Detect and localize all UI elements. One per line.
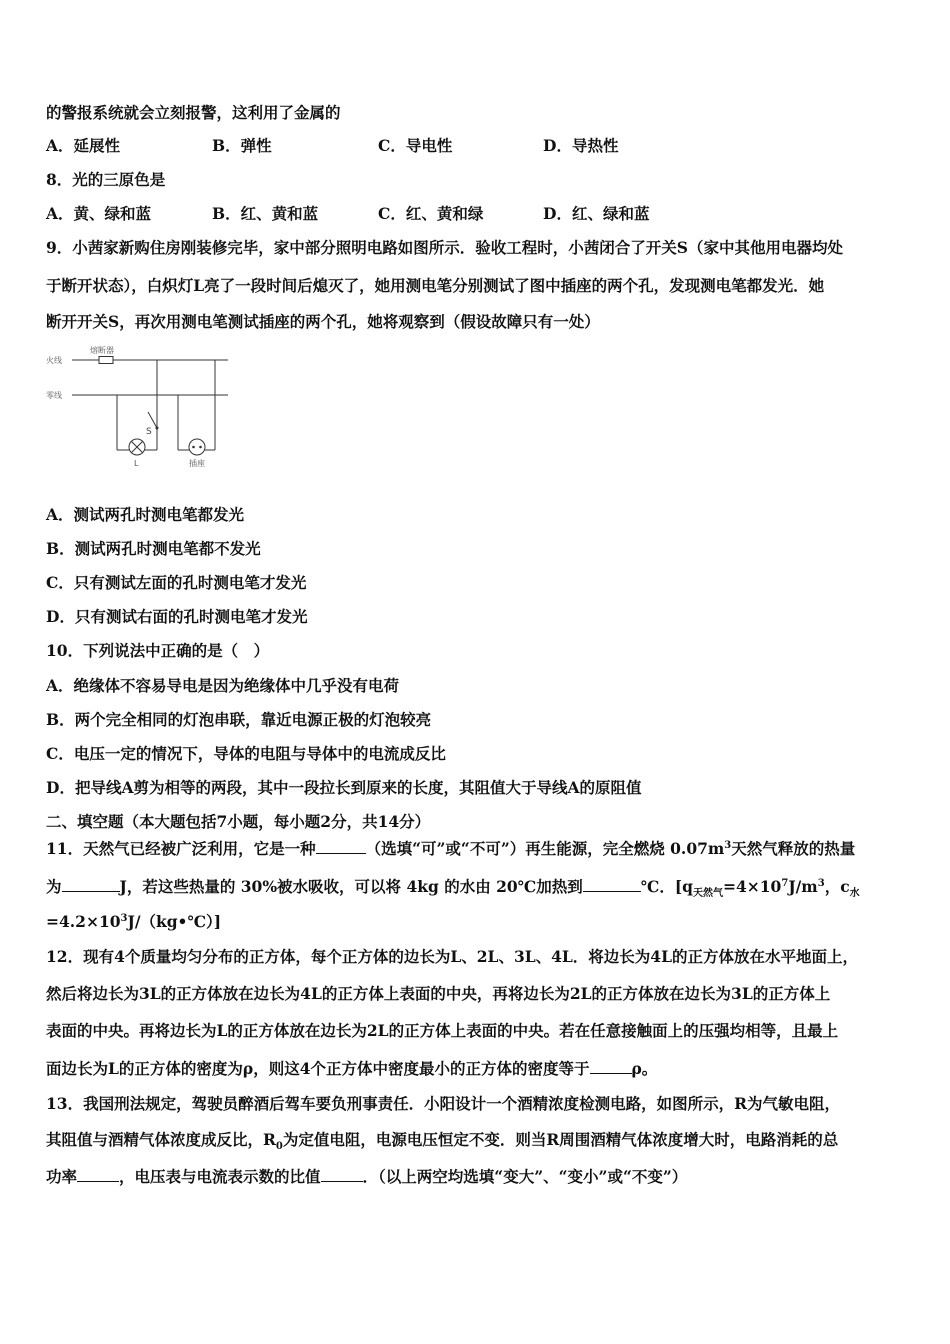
q9-circuit-diagram bbox=[44, 342, 244, 472]
switch-label: S bbox=[146, 427, 152, 437]
q8-option-a[interactable]: A．黄、绿和蓝 bbox=[46, 204, 152, 223]
q9-stem-line2: 于断开状态），白炽灯L亮了一段时间后熄灭了，她用测电笔分别测试了图中插座的两个孔，发现测电笔都发光．她 bbox=[46, 276, 825, 295]
socket-symbol bbox=[189, 439, 205, 455]
q9-stem-line1: 9．小茜家新购住房刚装修完毕，家中部分照明电路如图所示．验收工程时，小茜闭合了开关S（家中其他用电器均处 bbox=[46, 238, 843, 257]
q7-option-c[interactable]: C．导电性 bbox=[378, 136, 453, 155]
q13-line1: 13．我国刑法规定，驾驶员醉酒后驾车要负刑事责任．小阳设计一个酒精浓度检测电路，如图所示，R为气敏电阻， bbox=[46, 1094, 840, 1113]
q10-option-a[interactable]: A．绝缘体不容易导电是因为绝缘体中几乎没有电荷 bbox=[46, 676, 400, 695]
q10-option-c[interactable]: C．电压一定的情况下，导体的电阻与导体中的电流成反比 bbox=[46, 744, 446, 763]
q12-line3: 表面的中央。再将边长为L的正方体放在边长为2L的正方体上表面的中央。若在任意接触面上的压强均相等，且最上 bbox=[46, 1021, 839, 1040]
q8-option-b[interactable]: B．红、黄和蓝 bbox=[212, 204, 319, 223]
q11-line2: 为 J，若这些热量的 30%被水吸收，可以将 4kg 的水由 20℃加热到 ℃．[$q_{天然气}=4\times 10^7J/m^3$，$c_水$ bbox=[46, 877, 860, 900]
live-wire-label: 火线 bbox=[46, 356, 62, 365]
socket-label: 插座 bbox=[189, 459, 205, 468]
q7-option-b[interactable]: B．弹性 bbox=[212, 136, 272, 155]
q12-line1: 12．现有4个质量均匀分布的正方体，每个正方体的边长为L、2L、3L、4L．将边长为4L的正方体放在水平地面上， bbox=[46, 947, 858, 966]
q13-blank-2[interactable] bbox=[321, 1166, 363, 1182]
q12-line2: 然后将边长为3L的正方体放在边长为4L的正方体上表面的中央，再将边长为2L的正方体放在边长为3L的正方体上 bbox=[46, 984, 831, 1003]
q9-option-a[interactable]: A．测试两孔时测电笔都发光 bbox=[46, 505, 245, 524]
q11-line3: $=4.2\times 10^3J/(kg•℃)$] bbox=[46, 912, 222, 931]
fuse-label: 熔断器 bbox=[90, 346, 114, 355]
q7-option-d[interactable]: D．导热性 bbox=[543, 136, 619, 155]
q8-option-d[interactable]: D．红、绿和蓝 bbox=[543, 204, 650, 223]
q13-line3: 功率 ，电压表与电流表示数的比值 ．（以上两空均选填“变大”、“变小”或“不变”） bbox=[46, 1167, 688, 1186]
q11-blank-3[interactable] bbox=[583, 876, 641, 892]
q9-stem-line3: 断开开关S，再次用测电笔测试插座的两个孔，她将观察到（假设故障只有一处） bbox=[46, 312, 600, 331]
q10-stem: 10．下列说法中正确的是（ ） bbox=[46, 641, 270, 660]
q13-line2: 其阻值与酒精气体浓度成反比，$R_0$为定值电阻，电源电压恒定不变．则当R周围酒精气体浓度增大时，电路消耗的总 bbox=[46, 1130, 839, 1153]
switch-symbol bbox=[148, 412, 157, 428]
q11-blank-2[interactable] bbox=[62, 876, 120, 892]
section-2-heading: 二、填空题（本大题包括7小题，每小题2分，共14分） bbox=[46, 812, 431, 831]
q10-option-d[interactable]: D．把导线A剪为相等的两段，其中一段拉长到原来的长度，其阻值大于导线A的原阻值 bbox=[46, 778, 642, 797]
q9-option-c[interactable]: C．只有测试左面的孔时测电笔才发光 bbox=[46, 573, 307, 592]
q7-option-a[interactable]: A．延展性 bbox=[46, 136, 121, 155]
q12-blank[interactable] bbox=[590, 1058, 632, 1074]
q11-line1: 11．天然气已经被广泛利用，它是一种 （选填“可”或“不可”）再生能源，完全燃烧 $0.07m^3$天然气释放的热量 bbox=[46, 839, 856, 858]
q7-stem-end: 的警报系统就会立刻报警，这利用了金属的 bbox=[46, 103, 341, 122]
q11-blank-1[interactable] bbox=[316, 838, 366, 854]
q8-stem: 8．光的三原色是 bbox=[46, 170, 166, 189]
q8-option-c[interactable]: C．红、黄和绿 bbox=[378, 204, 484, 223]
q10-option-b[interactable]: B．两个完全相同的灯泡串联，靠近电源正极的灯泡较亮 bbox=[46, 710, 432, 729]
neutral-wire-label: 零线 bbox=[46, 391, 62, 400]
q13-blank-1[interactable] bbox=[77, 1166, 119, 1182]
q12-line4: 面边长为L的正方体的密度为ρ，则这4个正方体中密度最小的正方体的密度等于 ρ。 bbox=[46, 1059, 658, 1078]
q9-option-b[interactable]: B．测试两孔时测电笔都不发光 bbox=[46, 539, 261, 558]
fuse-symbol bbox=[99, 357, 113, 364]
lamp-label: L bbox=[134, 459, 139, 468]
q9-option-d[interactable]: D．只有测试右面的孔时测电笔才发光 bbox=[46, 607, 308, 626]
